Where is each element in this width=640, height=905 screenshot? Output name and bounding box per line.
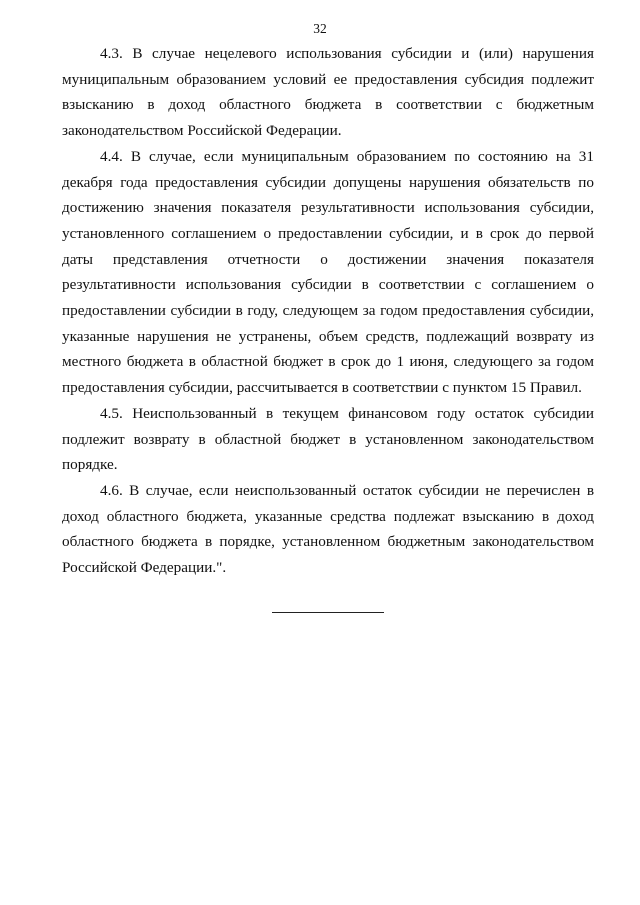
paragraph-4-4: 4.4. В случае, если муниципальным образованием по состоянию на 31 декабря года предоставления субсидии допущены нарушения обязательств по достижению значения показателя результативности использования субсидии, установленного соглашением о предоставлении субсидии, и в срок до первой даты представления отчетности о достижении значения показателя результативности использования субсидии в соответствии с соглашением о предоставлении субсидии в году, следующем за годом предоставления субсидии, указанные нарушения не устранены, объем средств, подлежащий возврату из местного бюджета в областной бюджет в срок до 1 июня, следующего за годом предоставления субсидии, рассчитывается в соответствии с пунктом 15 Правил. xyxy=(62,147,594,397)
paragraph-4-3: 4.3. В случае нецелевого использования субсидии и (или) нарушения муниципальным образованием условий ее предоставления субсидия подлежит взысканию в доход областного бюджета в соответствии с бюджетным законодательством Российской Федерации. xyxy=(62,45,594,140)
paragraph-4-6: 4.6. В случае, если неиспользованный остаток субсидии не перечислен в доход областного бюджета, указанные средства подлежат взысканию в доход областного бюджета в порядке, установленном бюджетным законодательством Российской Федерации.". xyxy=(62,481,594,577)
paragraph-4-5: 4.5. Неиспользованный в текущем финансовом году остаток субсидии подлежит возврату в областной бюджет в установленном законодательством порядке. xyxy=(62,404,594,474)
document-body xyxy=(62,41,594,581)
page-number: 32 xyxy=(313,21,327,36)
end-separator-line xyxy=(272,612,384,613)
